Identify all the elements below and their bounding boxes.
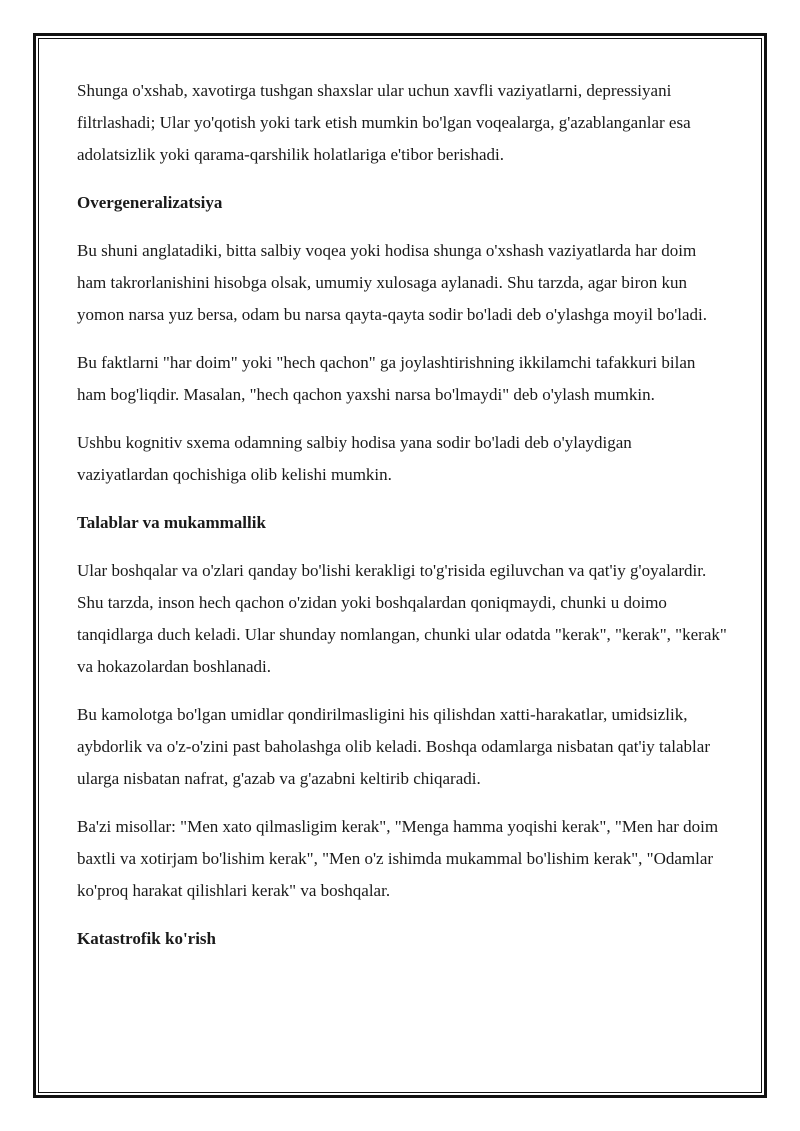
document-body [77, 75, 727, 971]
paragraph-always-never-thinking: Bu faktlarni "har doim" yoki "hech qachon" ga joylashtirishning ikkilamchi tafakkuri bilan ham bog'liqdir. Masalan, "hech qachon yaxshi narsa bo'lmaydi" deb o'ylash mumkin. [77, 353, 696, 404]
paragraph-overgeneralization-definition: Bu shuni anglatadiki, bitta salbiy voqea yoki hodisa shunga o'xshash vaziyatlarda har doim ham takrorlanishini hisobga olsak, umumiy xulosaga aylanadi. Shu tarzda, agar biron kun yomon narsa yuz bersa, odam bu narsa qayta-qayta sodir bo'ladi deb o'ylashga moyil bo'ladi. [77, 241, 707, 324]
heading-overgeneralization: Overgeneralizatsiya [77, 193, 223, 212]
paragraph-unmet-expectations: Bu kamolotga bo'lgan umidlar qondirilmasligini his qilishdan xatti-harakatlar, umidsizlik, aybdorlik va o'z-o'zini past baholashga olib keladi. Boshqa odamlarga nisbatan qat'iy talablar ularga nisbatan nafrat, g'azab va g'azabni keltirib chiqaradi. [77, 705, 710, 788]
heading-catastrophizing: Katastrofik ko'rish [77, 929, 217, 948]
heading-demands-perfectionism: Talablar va mukammallik [77, 513, 266, 532]
paragraph-rigid-ideas: Ular boshqalar va o'zlari qanday bo'lishi kerakligi to'g'risida egiluvchan va qat'iy g'oyalardir. Shu tarzda, inson hech qachon o'zidan yoki boshqalardan qoniqmaydi, chunki u doimo tanqidlarga duch keladi. Ular shunday nomlangan, chunki ular odatda "kerak", "kerak", "kerak" va hokazolardan boshlanadi. [77, 561, 727, 676]
paragraph-examples: Ba'zi misollar: "Men xato qilmasligim kerak", "Menga hamma yoqishi kerak", "Men har doim baxtli va xotirjam bo'lishim kerak", "Men o'z ishimda mukammal bo'lishim kerak", "Odamlar ko'proq harakat qilishlari kerak" va boshqalar. [77, 817, 719, 900]
paragraph-filtering-emotions: Shunga o'xshab, xavotirga tushgan shaxslar ular uchun xavfli vaziyatlarni, depressiyani filtrlashadi; Ular yo'qotish yoki tark etish mumkin bo'lgan voqealarga, g'azablanganlar esa adolatsizlik yoki qarama-qarshilik holatlariga e'tibor berishadi. [77, 81, 691, 164]
paragraph-avoidance: Ushbu kognitiv sxema odamning salbiy hodisa yana sodir bo'ladi deb o'ylaydigan vaziyatlardan qochishiga olib kelishi mumkin. [77, 433, 632, 484]
